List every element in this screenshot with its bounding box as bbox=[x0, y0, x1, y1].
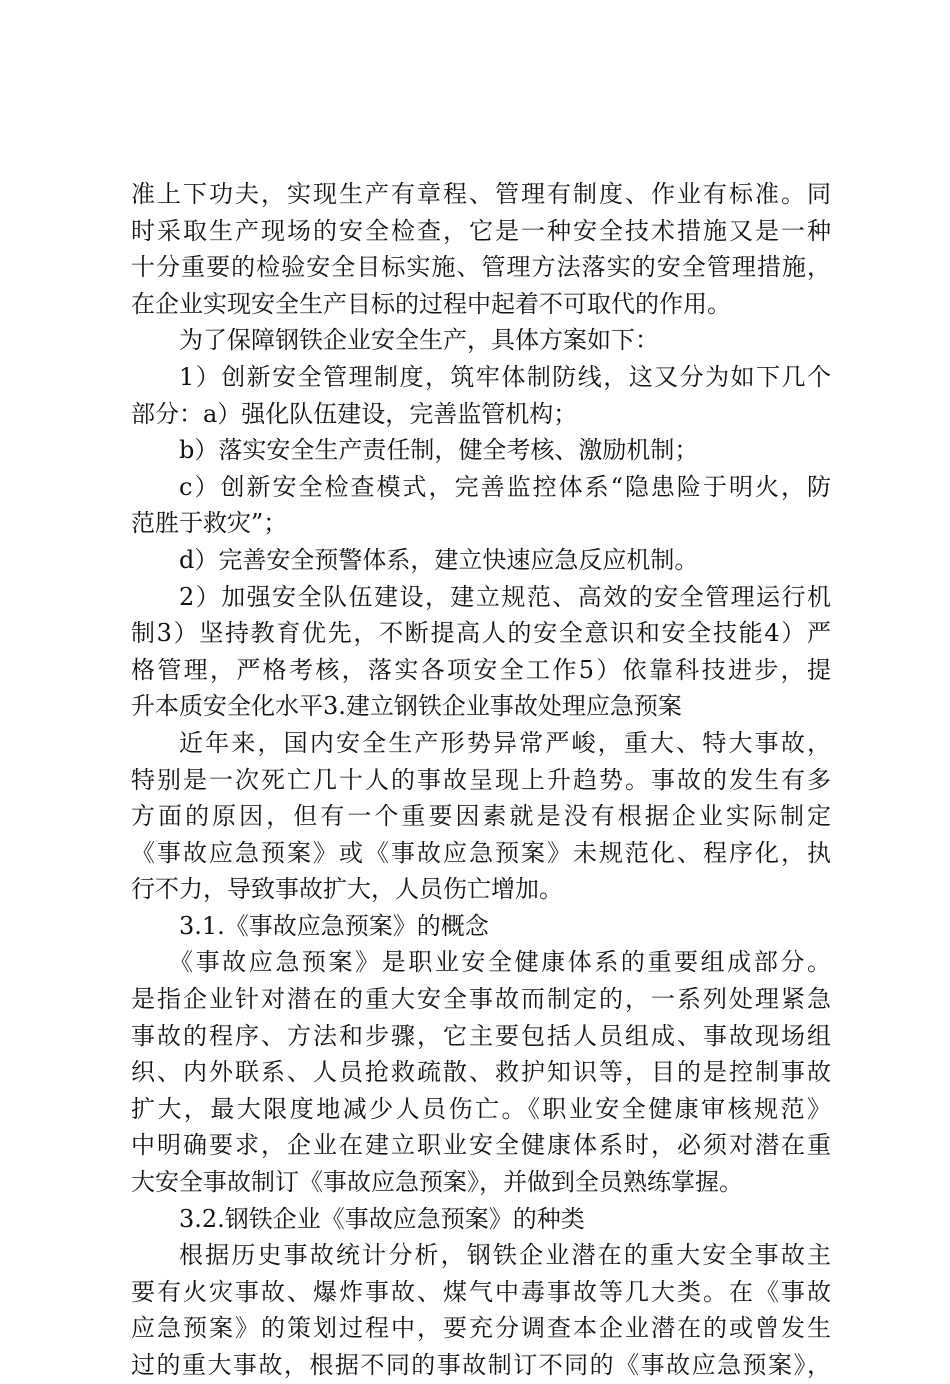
text-line: 升本质安全化水平3.建立钢铁企业事故处理应急预案 bbox=[131, 692, 682, 721]
body-text bbox=[131, 176, 831, 1384]
text-line: 制3）坚持教育优先，不断提高人的安全意识和安全技能4）严 bbox=[131, 619, 831, 648]
text-line: 要有火灾事故、爆炸事故、煤气中毒事故等几大类。在《事故 bbox=[131, 1277, 831, 1306]
text-line: 在企业实现安全生产目标的过程中起着不可取代的作用。 bbox=[131, 289, 731, 318]
text-line: 是指企业针对潜在的重大安全事故而制定的，一系列处理紧急 bbox=[131, 985, 831, 1014]
text-line: b）落实安全生产责任制，健全考核、激励机制； bbox=[179, 436, 699, 465]
text-line: 应急预案》的策划过程中，要充分调查本企业潜在的或曾发生 bbox=[131, 1314, 831, 1343]
text-line: 织、内外联系、人员抢救疏散、救护知识等，目的是控制事故 bbox=[131, 1058, 831, 1087]
text-line: 格管理，严格考核，落实各项安全工作5）依靠科技进步，提 bbox=[131, 655, 831, 684]
text-line: 准上下功夫，实现生产有章程、管理有制度、作业有标准。同 bbox=[131, 180, 831, 208]
text-line: 十分重要的检验安全目标实施、管理方法落实的安全管理措施， bbox=[131, 253, 831, 282]
text-line: 近年来，国内安全生产形势异常严峻，重大、特大事故， bbox=[179, 728, 831, 757]
text-line: 范胜于救灾”； bbox=[131, 509, 288, 538]
text-line: 2）加强安全队伍建设，建立规范、高效的安全管理运行机 bbox=[179, 582, 831, 611]
text-line: 1）创新安全管理制度，筑牢体制防线，这又分为如下几个 bbox=[179, 362, 831, 391]
text-line: 时采取生产现场的安全检查，它是一种安全技术措施又是一种 bbox=[131, 216, 831, 245]
text-line: 《事故应急预案》是职业安全健康体系的重要组成部分。 bbox=[169, 948, 831, 977]
text-line: 特别是一次死亡几十人的事故呈现上升趋势。事故的发生有多 bbox=[131, 765, 831, 794]
section-heading: 3.2.钢铁企业《事故应急预案》的种类 bbox=[179, 1204, 585, 1233]
text-line: d）完善安全预警体系，建立快速应急反应机制。 bbox=[179, 545, 699, 574]
text-line: 扩大，最大限度地减少人员伤亡。《职业安全健康审核规范》 bbox=[131, 1094, 831, 1123]
text-line: 部分：a）强化队伍建设，完善监管机构； bbox=[131, 399, 578, 428]
text-line: 为了保障钢铁企业安全生产，具体方案如下： bbox=[179, 326, 659, 355]
text-line: 行不力，导致事故扩大，人员伤亡增加。 bbox=[131, 875, 563, 904]
section-heading: 3.1.《事故应急预案》的概念 bbox=[179, 911, 489, 940]
text-line: 根据历史事故统计分析，钢铁企业潜在的重大安全事故主 bbox=[179, 1241, 831, 1270]
text-line: 方面的原因，但有一个重要因素就是没有根据企业实际制定 bbox=[131, 802, 831, 831]
text-line: 《事故应急预案》或《事故应急预案》未规范化、程序化，执 bbox=[131, 838, 831, 867]
text-line: 中明确要求，企业在建立职业安全健康体系时，必须对潜在重 bbox=[131, 1131, 831, 1160]
text-line: 过的重大事故，根据不同的事故制订不同的《事故应急预案》， bbox=[131, 1351, 831, 1379]
text-line: c）创新安全检查模式，完善监控体系“隐患险于明火，防 bbox=[179, 472, 831, 501]
text-line: 大安全事故制订《事故应急预案》，并做到全员熟练掌握。 bbox=[131, 1168, 743, 1197]
text-line: 事故的程序、方法和步骤，它主要包括人员组成、事故现场组 bbox=[131, 1021, 831, 1050]
